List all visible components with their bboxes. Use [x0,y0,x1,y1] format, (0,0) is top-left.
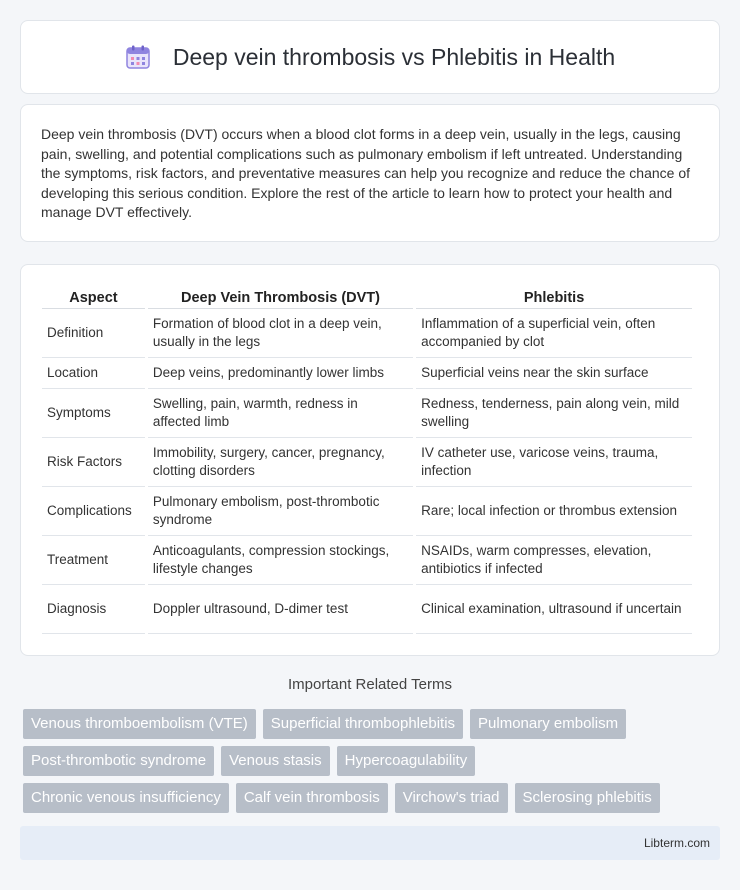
tag-row [23,783,723,813]
row-dvt: Immobility, surgery, cancer, pregnancy, clotting disorders [148,438,413,487]
row-aspect: Treatment [42,536,145,585]
row-phlebitis: Inflammation of a superficial vein, often accompanied by clot [416,309,692,358]
table-row [42,487,692,536]
row-dvt: Pulmonary embolism, post-thrombotic syndrome [148,487,413,536]
row-dvt: Anticoagulants, compression stockings, lifestyle changes [148,536,413,585]
table-row [42,585,692,634]
row-aspect: Diagnosis [42,585,145,634]
footer-link[interactable]: Libterm.com [643,836,710,850]
row-dvt: Deep veins, predominantly lower limbs [148,358,413,389]
row-dvt: Doppler ultrasound, D-dimer test [148,585,413,634]
row-dvt: Formation of blood clot in a deep vein, usually in the legs [148,309,413,358]
row-phlebitis: NSAIDs, warm compresses, elevation, antibiotics if infected [416,536,692,585]
tag-link[interactable]: Sclerosing phlebitis [515,783,660,813]
table-row [42,438,692,487]
row-aspect: Risk Factors [42,438,145,487]
row-aspect: Complications [42,487,145,536]
table-header-row [42,285,692,309]
table-row [42,309,692,358]
tag-link[interactable]: Calf vein thrombosis [236,783,388,813]
comparison-table [39,285,695,634]
table-row [42,536,692,585]
row-phlebitis: Redness, tenderness, pain along vein, mild swelling [416,389,692,438]
row-aspect: Location [42,358,145,389]
related-terms-title: Important Related Terms [288,676,452,693]
tag-link[interactable]: Virchow's triad [395,783,508,813]
tag-link[interactable]: Post-thrombotic syndrome [23,746,214,776]
table-row [42,389,692,438]
tag-link[interactable]: Venous thromboembolism (VTE) [23,709,256,739]
comparison-table-card [20,264,720,656]
intro-card [20,104,720,242]
tag-row [23,709,723,739]
row-phlebitis: Clinical examination, ultrasound if uncertain [416,585,692,634]
header-dvt: Deep Vein Thrombosis (DVT) [148,285,413,309]
page-title: Deep vein thrombosis vs Phlebitis in Health [172,43,616,70]
table-row [42,358,692,389]
footer [20,826,720,860]
calendar-icon [125,44,151,70]
header-card [20,20,720,94]
tag-link[interactable]: Venous stasis [221,746,330,776]
tag-link[interactable]: Chronic venous insufficiency [23,783,229,813]
related-terms-tags [23,709,723,820]
row-dvt: Swelling, pain, warmth, redness in affected limb [148,389,413,438]
row-aspect: Symptoms [42,389,145,438]
header-aspect: Aspect [42,285,145,309]
tag-row [23,746,723,776]
tag-link[interactable]: Hypercoagulability [337,746,476,776]
intro-paragraph: Deep vein thrombosis (DVT) occurs when a blood clot forms in a deep vein, usually in the legs, causing pain, swelling, and potential complications such as pulmonary embolism if left untreated. Understanding the symptoms, risk factors, and preventative measures can help you recognize and reduce the chance of developing this serious condition. Explore the rest of the article to learn how to protect your health and manage DVT effectively. [41,126,691,220]
tag-link[interactable]: Pulmonary embolism [470,709,626,739]
row-phlebitis: IV catheter use, varicose veins, trauma, infection [416,438,692,487]
row-phlebitis: Rare; local infection or thrombus extension [416,487,692,536]
header-phlebitis: Phlebitis [416,285,692,309]
row-aspect: Definition [42,309,145,358]
row-phlebitis: Superficial veins near the skin surface [416,358,692,389]
tag-link[interactable]: Superficial thrombophlebitis [263,709,463,739]
